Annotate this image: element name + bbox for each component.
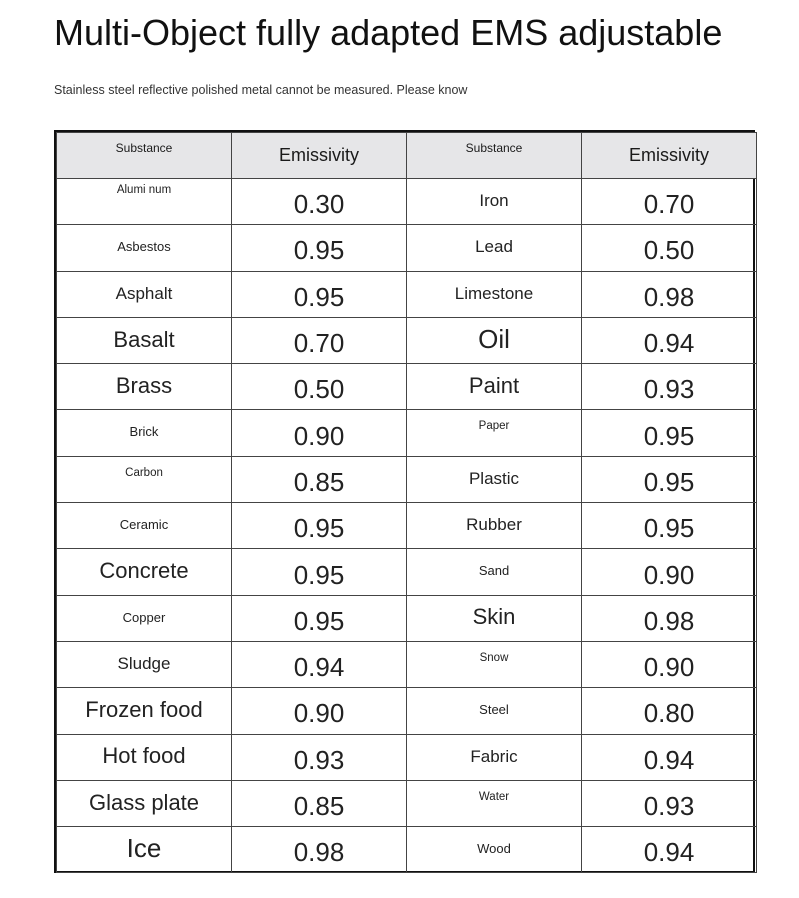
substance-cell: Copper — [57, 595, 232, 641]
emissivity-cell: 0.90 — [232, 410, 407, 456]
table-row — [57, 225, 757, 271]
emissivity-cell: 0.98 — [582, 595, 757, 641]
substance-cell: Oil — [407, 317, 582, 363]
emissivity-cell: 0.93 — [232, 734, 407, 780]
emissivity-cell: 0.95 — [232, 503, 407, 549]
table-row — [57, 456, 757, 502]
table-row — [57, 179, 757, 225]
substance-cell: Frozen food — [57, 688, 232, 734]
substance-cell: Brick — [57, 410, 232, 456]
substance-cell: Asphalt — [57, 271, 232, 317]
emissivity-cell: 0.50 — [582, 225, 757, 271]
emissivity-cell: 0.90 — [582, 641, 757, 687]
substance-cell: Brass — [57, 364, 232, 410]
substance-cell: Asbestos — [57, 225, 232, 271]
emissivity-cell: 0.95 — [232, 549, 407, 595]
emissivity-cell: 0.95 — [232, 225, 407, 271]
emissivity-table — [56, 132, 757, 873]
emissivity-cell: 0.95 — [582, 410, 757, 456]
emissivity-cell: 0.94 — [582, 317, 757, 363]
substance-cell: Paper — [407, 410, 582, 456]
header-emissivity-left: Emissivity — [232, 133, 407, 179]
table-header-row — [57, 133, 757, 179]
table-row — [57, 780, 757, 826]
table-row — [57, 549, 757, 595]
header-emissivity-right: Emissivity — [582, 133, 757, 179]
header-substance-left: Substance — [57, 133, 232, 179]
emissivity-cell: 0.94 — [232, 641, 407, 687]
substance-cell: Ice — [57, 827, 232, 873]
emissivity-cell: 0.93 — [582, 364, 757, 410]
emissivity-cell: 0.94 — [582, 827, 757, 873]
emissivity-cell: 0.30 — [232, 179, 407, 225]
substance-cell: Snow — [407, 641, 582, 687]
substance-cell: Lead — [407, 225, 582, 271]
substance-cell: Basalt — [57, 317, 232, 363]
substance-cell: Plastic — [407, 456, 582, 502]
emissivity-table-frame — [54, 130, 755, 873]
emissivity-cell: 0.70 — [232, 317, 407, 363]
substance-cell: Iron — [407, 179, 582, 225]
table-row — [57, 734, 757, 780]
emissivity-cell: 0.98 — [232, 827, 407, 873]
page-title: Multi-Object fully adapted EMS adjustable — [54, 12, 723, 53]
table-row — [57, 827, 757, 873]
substance-cell: Skin — [407, 595, 582, 641]
table-row — [57, 688, 757, 734]
table-row — [57, 641, 757, 687]
emissivity-cell: 0.70 — [582, 179, 757, 225]
substance-cell: Concrete — [57, 549, 232, 595]
table-row — [57, 595, 757, 641]
emissivity-cell: 0.95 — [232, 271, 407, 317]
substance-cell: Paint — [407, 364, 582, 410]
emissivity-cell: 0.95 — [582, 456, 757, 502]
header-substance-right: Substance — [407, 133, 582, 179]
table-row — [57, 503, 757, 549]
table-row — [57, 317, 757, 363]
emissivity-cell: 0.50 — [232, 364, 407, 410]
substance-cell: Ceramic — [57, 503, 232, 549]
substance-cell: Limestone — [407, 271, 582, 317]
emissivity-cell: 0.93 — [582, 780, 757, 826]
emissivity-cell: 0.85 — [232, 456, 407, 502]
emissivity-cell: 0.98 — [582, 271, 757, 317]
substance-cell: Wood — [407, 827, 582, 873]
emissivity-cell: 0.94 — [582, 734, 757, 780]
emissivity-cell: 0.80 — [582, 688, 757, 734]
substance-cell: Sand — [407, 549, 582, 595]
substance-cell: Hot food — [57, 734, 232, 780]
substance-cell: Sludge — [57, 641, 232, 687]
emissivity-cell: 0.90 — [232, 688, 407, 734]
substance-cell: Rubber — [407, 503, 582, 549]
substance-cell: Glass plate — [57, 780, 232, 826]
emissivity-cell: 0.95 — [582, 503, 757, 549]
substance-cell: Carbon — [57, 456, 232, 502]
emissivity-cell: 0.95 — [232, 595, 407, 641]
table-row — [57, 364, 757, 410]
table-row — [57, 410, 757, 456]
emissivity-cell: 0.85 — [232, 780, 407, 826]
emissivity-cell: 0.90 — [582, 549, 757, 595]
substance-cell: Steel — [407, 688, 582, 734]
substance-cell: Water — [407, 780, 582, 826]
substance-cell: Fabric — [407, 734, 582, 780]
table-row — [57, 271, 757, 317]
substance-cell: Alumi num — [57, 179, 232, 225]
page-subtitle: Stainless steel reflective polished metal cannot be measured. Please know — [54, 83, 468, 97]
